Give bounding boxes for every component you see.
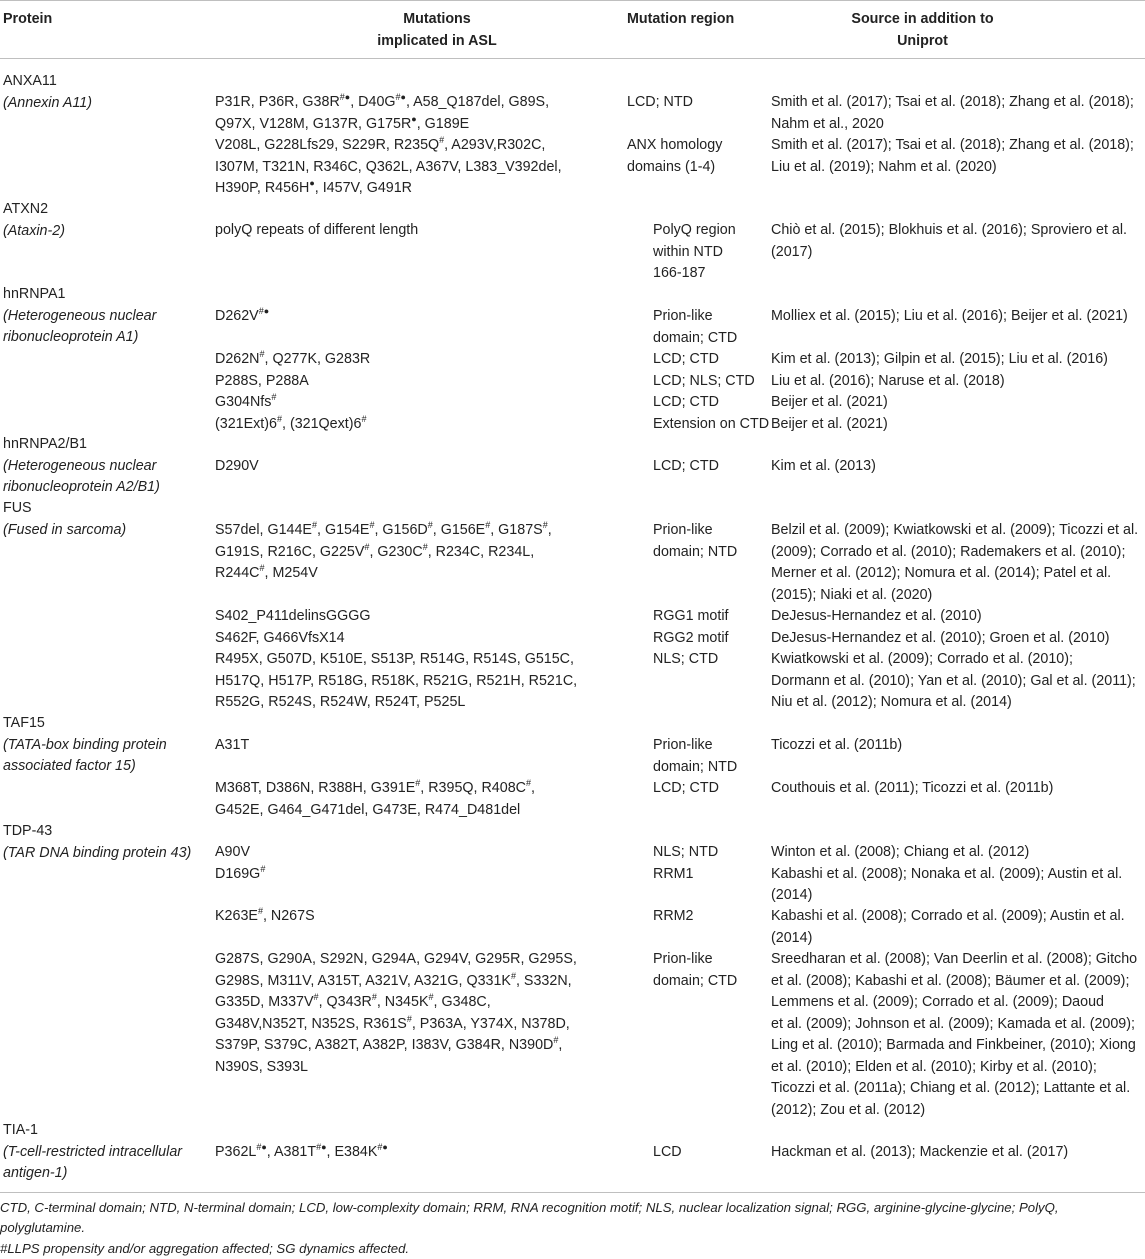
source-tdp43-1: Winton et al. (2008); Chiang et al. (2012) Kabashi et al. (2008); Nonaka et al. (2009); Austin et al. (2014) (771, 844, 1123, 903)
region-hnrnpa2b1: LCD; CTD (653, 458, 719, 474)
source-anxa11-anx: Smith et al. (2017); Tsai et al. (2018); Zhang et al. (2018); Liu et al. (2019); Nahm et al. (2020) (771, 137, 1134, 175)
mutations-fus-prion: S57del, G144E#, G154E#, G156D#, G156E#, G187S#, G191S, R216C, G225V#, G230C#, R234C, R234L, R244C#, M254V (215, 520, 552, 581)
protein-hnrnpa1: hnRNPA1 (Heterogeneous nuclear ribonucleoprotein A1) (3, 286, 157, 345)
mutations-hnrnpa2b1: D290V (215, 458, 259, 474)
mutations-atxn2: polyQ repeats of different length (215, 222, 419, 238)
region-tdp43-3: Prion-like domain; CTD (653, 951, 738, 989)
source-taf15-1: Ticozzi et al. (2011b) (771, 737, 903, 753)
table-top-rule (0, 0, 1145, 1)
region-taf15-1: Prion-like domain; NTD (653, 737, 738, 775)
mutations-hnrnpa1-1: D262V#● (215, 306, 270, 324)
footnote-symbols: #LLPS propensity and/or aggregation affected; SG dynamics affected. (0, 1241, 410, 1256)
header-region: Mutation region (627, 11, 735, 27)
protein-hnrnpa2b1: hnRNPA2/B1 (Heterogeneous nuclear ribonucleoprotein A2/B1) (3, 436, 160, 495)
region-fus-rgg-nls: RGG1 motif RGG2 motif NLS; CTD (653, 608, 729, 667)
source-hnrnpa1-2: Kim et al. (2013); Gilpin et al. (2015); Liu et al. (2016) Liu et al. (2016); Naruse et al. (2018) Beijer et al. (2021) Beijer et al. (2021) (771, 351, 1108, 432)
protein-tdp43: TDP-43 (TAR DNA binding protein 43) (3, 823, 192, 861)
mutations-hnrnpa1-2: D262N#, Q277K, G283R P288S, P288A G304Nfs# (321Ext)6#, (321Qext)6# (215, 349, 371, 432)
source-taf15-2: Couthouis et al. (2011); Ticozzi et al. (2011b) (771, 780, 1054, 796)
source-atxn2: Chiò et al. (2015); Blokhuis et al. (2016); Sproviero et al. (2017) (771, 222, 1128, 260)
header-source: Source in addition to Uniprot (851, 11, 994, 49)
region-tdp43-2: RRM2 (653, 908, 694, 924)
region-atxn2: PolyQ region within NTD 166-187 (653, 222, 736, 281)
protein-taf15: TAF15 (TATA-box binding protein associated factor 15) (3, 715, 167, 774)
region-hnrnpa1-2: LCD; CTD LCD; NLS; CTD LCD; CTD Extension on CTD (653, 351, 770, 432)
header-rule (0, 58, 1145, 59)
mutations-fus-rgg-nls: S402_P411delinsGGGG S462F, G466VfsX14 R495X, G507D, K510E, S513P, R514G, R514S, G515C, H517Q, H517P, R518G, R518K, R521G, R521H, R521C, R552G, R524S, R524W, R524T, P525L (215, 608, 578, 710)
footnote-abbreviations: CTD, C-terminal domain; NTD, N-terminal domain; LCD, low-complexity domain; RRM, RNA recognition motif; NLS, nuclear localization signal; RGG, arginine-glycine-glycine; PolyQ, polyglutamine. (0, 1200, 1059, 1235)
mutations-taf15-2: M368T, D386N, R388H, G391E#, R395Q, R408C#, G452E, G464_G471del, G473E, R474_D481del (215, 778, 535, 818)
source-tdp43-3: Sreedharan et al. (2008); Van Deerlin et al. (2008); Gitcho et al. (2008); Kabashi et al. (2008); Bäumer et al. (2009); Lemmens et al. (2009); Corrado et al. (2009); Daoud et al. (2009); Johnson et al. (2009); Kamada et al. (2009); Ling et al. (2010); Barmada and Finkbeiner, (2010); Xiong et al. (2010); Elden et al. (2010); Kirby et al. (2010); Ticozzi et al. (2011a); Chiang et al. (2012); Lattante et al. (2012); Zou et al. (2012) (771, 951, 1138, 1118)
protein-fus: FUS (Fused in sarcoma) (3, 500, 127, 538)
region-anxa11-lcd: LCD; NTD (627, 94, 693, 110)
mutations-tdp43-1: A90V D169G# (215, 844, 266, 882)
source-fus-prion: Belzil et al. (2009); Kwiatkowski et al. (2009); Ticozzi et al. (2009); Corrado et al. (2010); Rademakers et al. (2010); Merner et al. (2012); Nomura et al. (2014); Patel et al. (2015); Niaki et al. (2020) (771, 522, 1139, 603)
region-fus-prion: Prion-like domain; NTD (653, 522, 738, 560)
mutations-anxa11-lcd: P31R, P36R, G38R#●, D40G#●, A58_Q187del, G89S, Q97X, V128M, G137R, G175R●, G189E (215, 92, 550, 132)
header-protein: Protein (3, 11, 53, 27)
protein-tia1: TIA-1 (T-cell-restricted intracellular antigen-1) (3, 1122, 183, 1181)
source-hnrnpa1-1: Molliex et al. (2015); Liu et al. (2016); Beijer et al. (2021) (771, 308, 1128, 324)
protein-anxa11: ANXA11 (Annexin A11) (3, 73, 93, 111)
header-mutations: Mutations implicated in ASL (377, 11, 497, 49)
table-bottom-rule (0, 1192, 1145, 1193)
region-tdp43-1: NLS; NTD RRM1 (653, 844, 719, 882)
mutations-anxa11-anx: V208L, G228Lfs29, S229R, R235Q#, A293V,R302C, I307M, T321N, R346C, Q362L, A367V, L383_V392del, H390P, R456H●, I457V, G491R (215, 135, 562, 196)
source-tia1: Hackman et al. (2013); Mackenzie et al. (2017) (771, 1144, 1069, 1160)
region-tia1: LCD (653, 1144, 682, 1160)
source-tdp43-2: Kabashi et al. (2008); Corrado et al. (2009); Austin et al. (2014) (771, 908, 1125, 946)
mutations-tdp43-3: G287S, G290A, S292N, G294A, G294V, G295R, G295S, G298S, M311V, A315T, A321V, A321G, Q331K#, S332N, G335D, M337V#, Q343R#, N345K#, G348C, G348V,N352T, N352S, R361S#, P363A, Y374X, N378D, S379P, S379C, A382T, A382P, I383V, G384R, N390D#, N390S, S393L (215, 951, 577, 1075)
region-anxa11-anx: ANX homology domains (1-4) (627, 137, 723, 175)
source-hnrnpa2b1: Kim et al. (2013) (771, 458, 876, 474)
source-anxa11-lcd: Smith et al. (2017); Tsai et al. (2018); Zhang et al. (2018); Nahm et al., 2020 (771, 94, 1134, 132)
protein-atxn2: ATXN2 (Ataxin-2) (3, 201, 65, 239)
mutations-tdp43-2: K263E#, N267S (215, 906, 315, 924)
region-hnrnpa1-1: Prion-like domain; CTD (653, 308, 738, 346)
region-taf15-2: LCD; CTD (653, 780, 719, 796)
mutations-taf15-1: A31T (215, 737, 250, 753)
mutations-tia1: P362L#●, A381T#●, E384K#● (215, 1142, 388, 1160)
source-fus-rgg-nls: DeJesus-Hernandez et al. (2010) DeJesus-Hernandez et al. (2010); Groen et al. (2010) Kwiatkowski et al. (2009); Corrado et al. (2010); Dormann et al. (2010); Yan et al. (2010); Gal et al. (2011); Niu et al. (2012); Nomura et al. (2014) (771, 608, 1136, 710)
